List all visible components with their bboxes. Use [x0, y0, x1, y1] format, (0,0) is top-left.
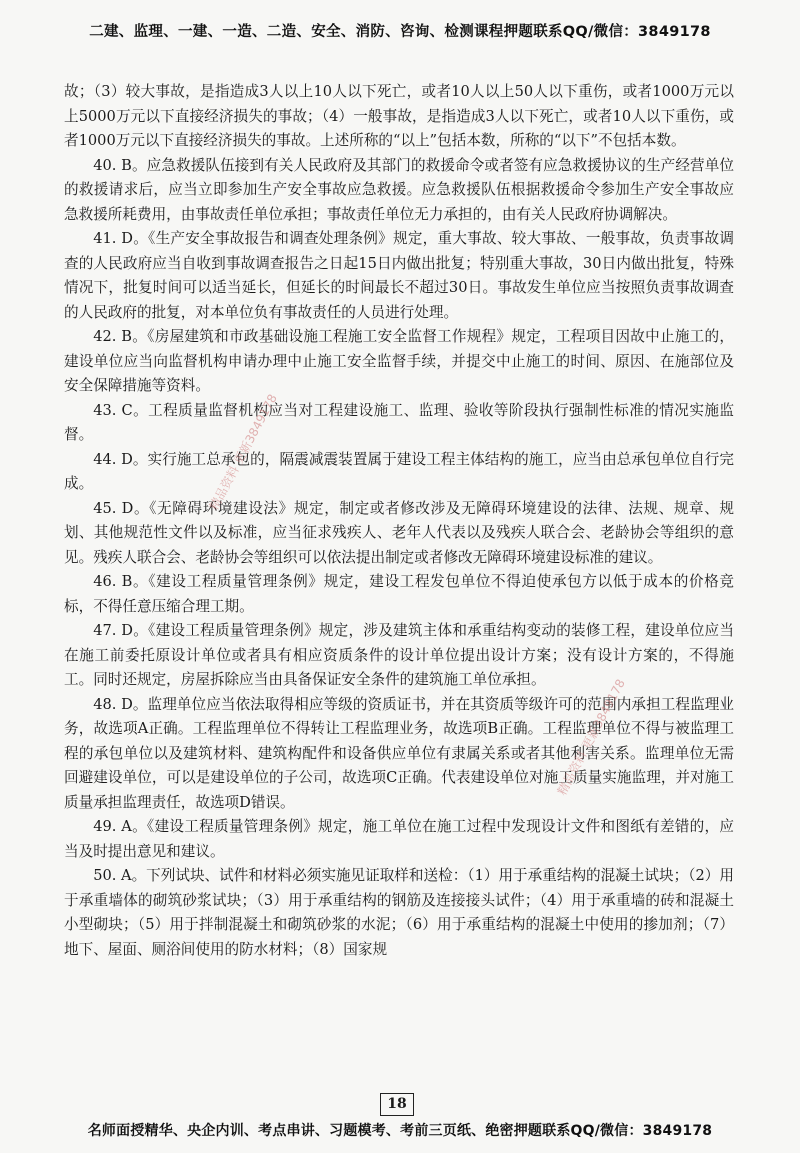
answer-44: 44. D。实行施工总承包的，隔震减震装置属于建设工程主体结构的施工，应当由总承包单位自行完成。	[64, 450, 734, 492]
document-body	[64, 80, 734, 962]
paragraph-continued: 故；（3）较大事故，是指造成3人以上10人以下死亡，或者10人以上50人以下重伤，或者1000万元以上5000万元以下直接经济损失的事故；（4）一般事故，是指造成3人以下死亡，或者10人以下重伤，或者1000万元以下直接经济损失的事故。上述所称的“以上”包括本数，所称的“以下”不包括本数。	[64, 83, 734, 149]
watermark-stamp: 精品资料 更新3849178	[554, 676, 628, 798]
page-number: 18	[380, 1093, 414, 1116]
answer-43: 43. C。工程质量监督机构应当对工程建设施工、监理、验收等阶段执行强制性标准的情况实施监督。	[64, 401, 734, 443]
watermark-stamp: 精品资料 更新3849178	[206, 391, 280, 513]
answer-42: 42. B。《房屋建筑和市政基础设施工程施工安全监督工作规程》规定，工程项目因故中止施工的，建设单位应当向监督机构申请办理中止施工安全监督手续，并提交中止施工的时间、原因、在施部位及安全保障措施等资料。	[64, 328, 734, 394]
answer-40: 40. B。应急救援队伍接到有关人民政府及其部门的救援命令或者签有应急救援协议的生产经营单位的救援请求后，应当立即参加生产安全事故应急救援。应急救援队伍根据救援命令参加生产安全事故应急救援所耗费用，由事故责任单位承担；事故责任单位无力承担的，由有关人民政府协调解决。	[64, 156, 734, 223]
answer-48: 48. D。监理单位应当依法取得相应等级的资质证书，并在其资质等级许可的范围内承担工程监理业务，故选项A正确。工程监理单位不得转让工程监理业务，故选项B正确。工程监理单位不得与被监理工程的承包单位以及建筑材料、建筑构配件和设备供应单位有隶属关系或者其他利害关系。监理单位无需回避建设单位，可以是建设单位的子公司，故选项C正确。代表建设单位对施工质量实施监理，并对施工质量承担监理责任，故选项D错误。	[64, 695, 734, 811]
answer-45: 45. D。《无障碍环境建设法》规定，制定或者修改涉及无障碍环境建设的法律、法规、规章、规划、其他规范性文件以及标准，应当征求残疾人、老年人代表以及残疾人联合会、老龄协会等组织的意见。残疾人联合会、老龄协会等组织可以依法提出制定或者修改无障碍环境建设标准的建议。	[64, 499, 734, 566]
answer-47: 47. D。《建设工程质量管理条例》规定，涉及建筑主体和承重结构变动的装修工程，建设单位应当在施工前委托原设计单位或者具有相应资质条件的设计单位提出设计方案；没有设计方案的，不得施工。同时还规定，房屋拆除应当由具备保证安全条件的建筑施工单位承担。	[64, 622, 734, 688]
answer-41: 41. D。《生产安全事故报告和调查处理条例》规定，重大事故、较大事故、一般事故，负责事故调查的人民政府应当自收到事故调查报告之日起15日内做出批复；特别重大事故，30日内做出批复，特殊情况下，批复时间可以适当延长，但延长的时间最长不超过30日。事故发生单位应当按照负责事故调查的人民政府的批复，对本单位负有事故责任的人员进行处理。	[64, 230, 734, 321]
answer-50: 50. A。下列试块、试件和材料必须实施见证取样和送检：（1）用于承重结构的混凝土试块；（2）用于承重墙体的砌筑砂浆试块；（3）用于承重结构的钢筋及连接接头试件；（4）用于承重墙的砖和混凝土小型砌块；（5）用于拌制混凝土和砌筑砂浆的水泥；（6）用于承重结构的混凝土中使用的掺加剂；（7）地下、屋面、厕浴间使用的防水材料；（8）国家规	[64, 867, 734, 958]
answer-49: 49. A。《建设工程质量管理条例》规定，施工单位在施工过程中发现设计文件和图纸有差错的，应当及时提出意见和建议。	[64, 818, 734, 860]
page-header-banner: 二建、监理、一建、一造、二造、安全、消防、咨询、检测课程押题联系QQ/微信：3849178	[89, 24, 711, 40]
page-footer-banner: 名师面授精华、央企内训、考点串讲、习题模考、考前三页纸、绝密押题联系QQ/微信：3849178	[87, 1123, 713, 1139]
answer-46: 46. B。《建设工程质量管理条例》规定，建设工程发包单位不得迫使承包方以低于成本的价格竞标，不得任意压缩合理工期。	[64, 573, 734, 615]
